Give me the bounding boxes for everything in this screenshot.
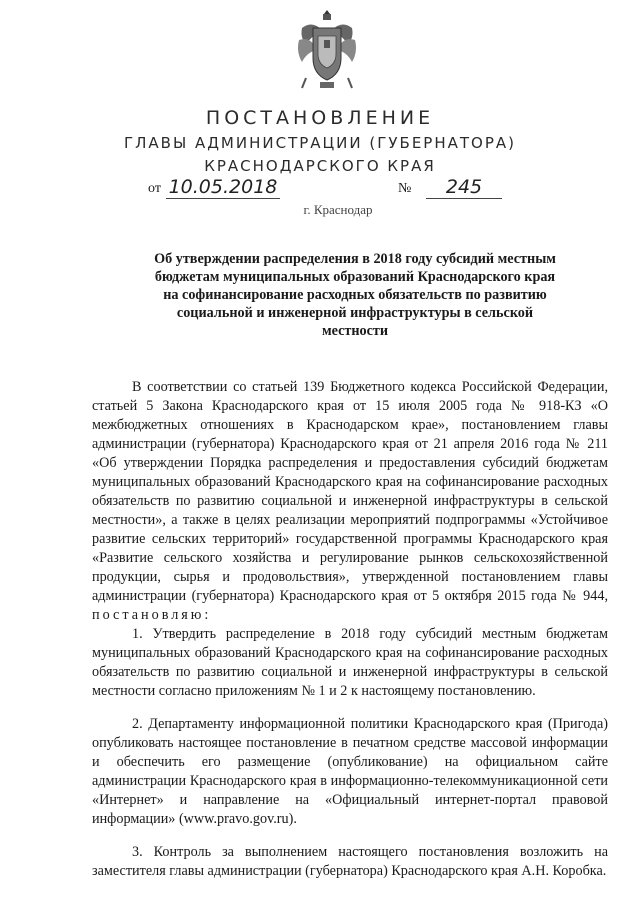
decree-date: 10.05.2018 (166, 176, 280, 199)
decree-number: 245 (426, 176, 502, 199)
coat-of-arms-emblem (296, 8, 358, 90)
item-1: 1. Утвердить распределение в 2018 году субсидий местным бюджетам муниципальных образований Краснодарского края на софинансирование расходных обязательств по развитию социальной и инженерной инфраструктуры в сельской местности согласно приложениям № 1 и 2 к настоящему постановлению. (92, 626, 608, 699)
item-3: 3. Контроль за выполнением настоящего постановления возложить на заместителя главы администрации (губернатора) Краснодарского края А.Н. Коробка. (92, 844, 608, 879)
date-label: от (148, 181, 161, 196)
issuing-region: КРАСНОДАРСКОГО КРАЯ (204, 157, 436, 175)
preamble-paragraph (92, 378, 608, 625)
preamble-text: В соответствии со статьей 139 Бюджетного кодекса Российской Федерации, статьей 5 Закона Краснодарского края от 15 июля 2005 года № 918-КЗ «О межбюджетных отношениях в Краснодарском крае», постановлением главы администрации (губернатора) Краснодарского края от 21 апреля 2016 года № 211 «Об утверждении Порядка распределения и предоставления субсидий бюджетам муниципальных образований Краснодарского края на софинансирование расходных обязательств по развитию социальной и инженерной инфраструктуры в сельской местности», а также в целях реализации мероприятий подпрограммы «Устойчивое развитие сельских территорий» государственной программы Краснодарского края «Развитие сельского хозяйства и регулирование рынков сельскохозяйственной продукции, сырья и продовольствия», утвержденной постановлением главы администрации (губернатора) Краснодарского края от 5 октября 2015 года № 944, (92, 379, 608, 604)
item-2: 2. Департаменту информационной политики Краснодарского края (Пригода) опубликовать настоящее постановление в печатном средстве массовой информации и обеспечить его размещение (опубликование) на официальном сайте администрации Краснодарского края в информационно-телекоммуникационной сети «Интернет» и направление на «Официальный интернет-портал правовой информации» (www.pravo.gov.ru). (92, 716, 608, 827)
number-label: № (398, 181, 412, 196)
document-type: ПОСТАНОВЛЕНИЕ (205, 107, 435, 129)
document-body (92, 378, 608, 881)
city-name: г. Краснодар (303, 202, 373, 217)
decree-word: постановляю: (92, 607, 212, 623)
issuing-authority: ГЛАВЫ АДМИНИСТРАЦИИ (ГУБЕРНАТОРА) (123, 134, 517, 152)
decree-heading: Об утверждении распределения в 2018 году субсидий местным бюджетам муниципальных образований Краснодарского края на софинансирование расходных обязательств по развитию социальной и инженерной инфраструктуры в сельской местности (154, 251, 556, 339)
